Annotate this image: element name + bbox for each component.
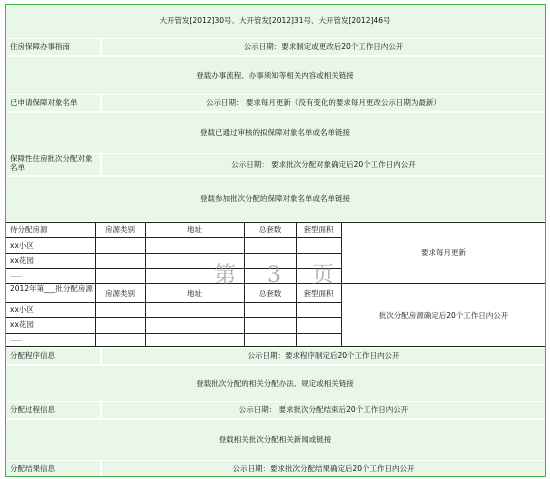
pending-header-total: 总套数 [258,225,282,234]
reference-line: 大开管发[2012]30号、大开管发[2012]31号、大开管发[2012]46号 [159,16,391,25]
pending-header-title: 待分配房源 [10,225,48,234]
process-notice: 公示日期： 要求批次分配结束后20个工作日内公开 [238,405,409,414]
batch-header-area: 套型面积 [303,289,334,298]
applicants-label: 已申请保障对象名单 [10,98,78,107]
batch-header-type: 房源类别 [105,289,135,298]
procedure-note: 登载批次分配的相关分配办法、规定或相关链接 [196,379,354,388]
guide-label: 住房保障办事指南 [10,42,70,51]
list-item: xx花园 [10,320,34,329]
guide-notice: 公示日期：要求制定或更改后20个工作日内公开 [243,42,404,51]
result-notice: 公示日期：要求批次分配结果确定后20个工作日内公开 [232,464,415,473]
procedure-notice: 公示日期：要求程序制定后20个工作日内公开 [247,351,400,360]
applicants-notice: 公示日期： 要求每月更新（没有变化的要求每月更改公示日期为最新） [206,98,441,107]
process-note: 登载相关批次分配相关新闻或链接 [218,435,332,444]
pending-header-address: 地址 [187,225,202,234]
guide-note: 登载办事流程、办事须知等相关内容或相关链接 [196,71,354,80]
applicants-note: 登载已通过审核的拟保障对象名单或名单链接 [200,128,350,137]
pending-header-type: 房源类别 [105,225,135,234]
list-item: …… [10,272,22,279]
list-item: xx花园 [10,256,34,265]
batch-side-note: 批次分配房源确定后20个工作日内公开 [378,311,509,320]
process-label: 分配过程信息 [10,405,55,414]
pending-header-area: 套型面积 [303,225,334,234]
batch-header-title: 2012年第___批分配房源 [10,284,93,293]
procedure-label: 分配程序信息 [10,351,55,360]
batch-header-total: 总套数 [258,289,282,298]
batch-header-address: 地址 [187,289,202,298]
allocation-note: 登载参加批次分配的保障对象名单或名单链接 [200,194,350,203]
allocation-label: 保障性住房批次分配对象名单 [10,154,93,172]
result-label: 分配结果信息 [10,464,55,473]
list-item: xx小区 [10,305,34,314]
list-item: xx小区 [10,241,34,250]
list-item: …… [10,336,22,343]
allocation-notice: 公示日期： 要求批次分配对象确定后20个工作日内公开 [231,160,416,169]
page-number-watermark: 第 3 页 [214,263,346,288]
pending-side-note: 要求每月更新 [421,248,466,257]
